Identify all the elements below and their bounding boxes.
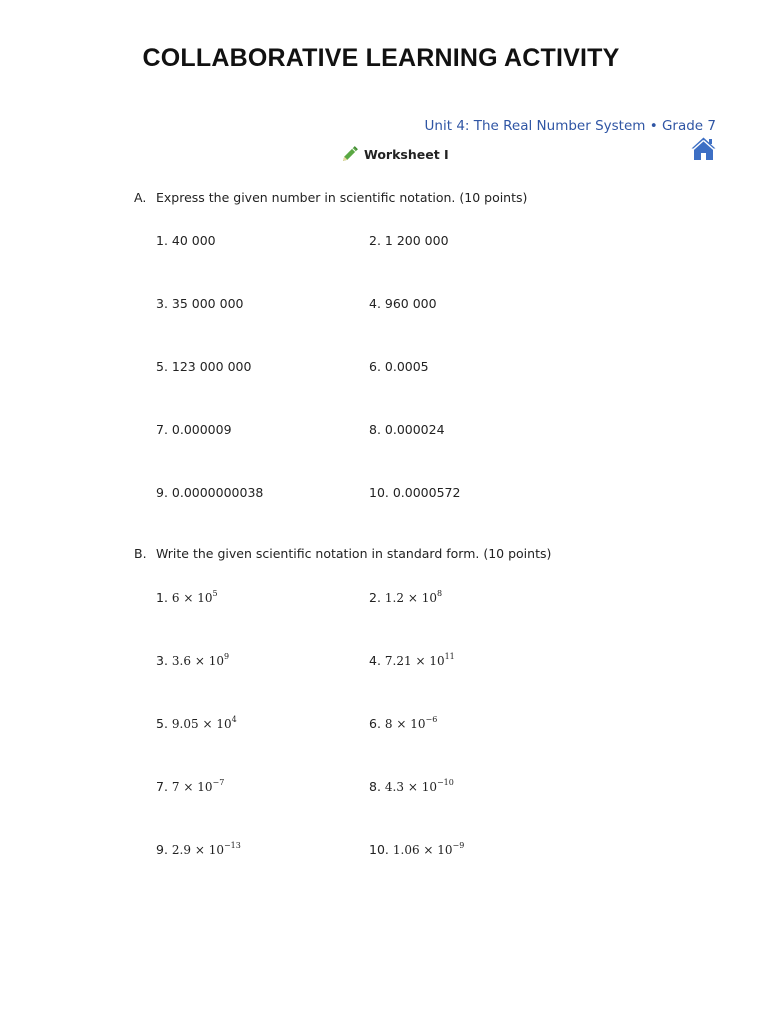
item-expression: $7.21 \times 10^{11}$ (384, 652, 455, 668)
list-item: 9. 0.0000000038 (156, 485, 264, 500)
unit-subtitle: Unit 4: The Real Number System • Grade 7 (424, 118, 716, 134)
home-icon[interactable] (690, 136, 717, 161)
list-item (156, 842, 241, 857)
section-instruction-text: Express the given number in scientific notation. (10 points) (156, 190, 528, 205)
list-item: 5. 123 000 000 (156, 359, 252, 374)
worksheet-heading (340, 144, 449, 164)
item-number: 3. (156, 653, 168, 668)
list-item (369, 779, 454, 794)
list-item (369, 590, 442, 605)
item-expression: $2.9 \times 10^{-13}$ (171, 841, 241, 857)
worksheet-title: Worksheet I (364, 146, 449, 162)
item-number: 2. (369, 590, 381, 605)
item-expression: $1.06 \times 10^{-9}$ (392, 841, 465, 857)
item-expression: $6 \times 10^5$ (171, 589, 218, 605)
list-item: 7. 0.000009 (156, 422, 232, 437)
page-title: COLLABORATIVE LEARNING ACTIVITY (142, 44, 620, 72)
list-item (369, 653, 455, 668)
item-expression: $1.2 \times 10^8$ (384, 589, 443, 605)
list-item: 1. 40 000 (156, 233, 216, 248)
list-item: 4. 960 000 (369, 296, 437, 311)
item-expression: $7 \times 10^{-7}$ (171, 778, 225, 794)
item-number: 4. (369, 653, 381, 668)
item-number: 8. (369, 779, 381, 794)
item-expression: $8 \times 10^{-6}$ (384, 715, 438, 731)
list-item: 8. 0.000024 (369, 422, 445, 437)
item-expression: $9.05 \times 10^4$ (171, 715, 237, 731)
list-item (156, 653, 229, 668)
item-expression: $3.6 \times 10^9$ (171, 652, 230, 668)
list-item: 6. 0.0005 (369, 359, 429, 374)
list-item: 10. 0.0000572 (369, 485, 461, 500)
section-a-instruction (134, 190, 527, 205)
list-item: 3. 35 000 000 (156, 296, 244, 311)
item-number: 9. (156, 842, 168, 857)
list-item: 2. 1 200 000 (369, 233, 449, 248)
item-number: 6. (369, 716, 381, 731)
item-number: 10. (369, 842, 389, 857)
list-item (156, 779, 224, 794)
list-item (156, 716, 237, 731)
section-letter: B. (134, 546, 147, 561)
list-item (156, 590, 218, 605)
section-letter: A. (134, 190, 147, 205)
pencil-icon (340, 144, 360, 164)
section-instruction-text: Write the given scientific notation in standard form. (10 points) (156, 546, 552, 561)
item-number: 5. (156, 716, 168, 731)
item-expression: $4.3 \times 10^{-10}$ (384, 778, 454, 794)
item-number: 1. (156, 590, 168, 605)
list-item (369, 842, 464, 857)
item-number: 7. (156, 779, 168, 794)
section-b-instruction (134, 546, 551, 561)
list-item (369, 716, 437, 731)
